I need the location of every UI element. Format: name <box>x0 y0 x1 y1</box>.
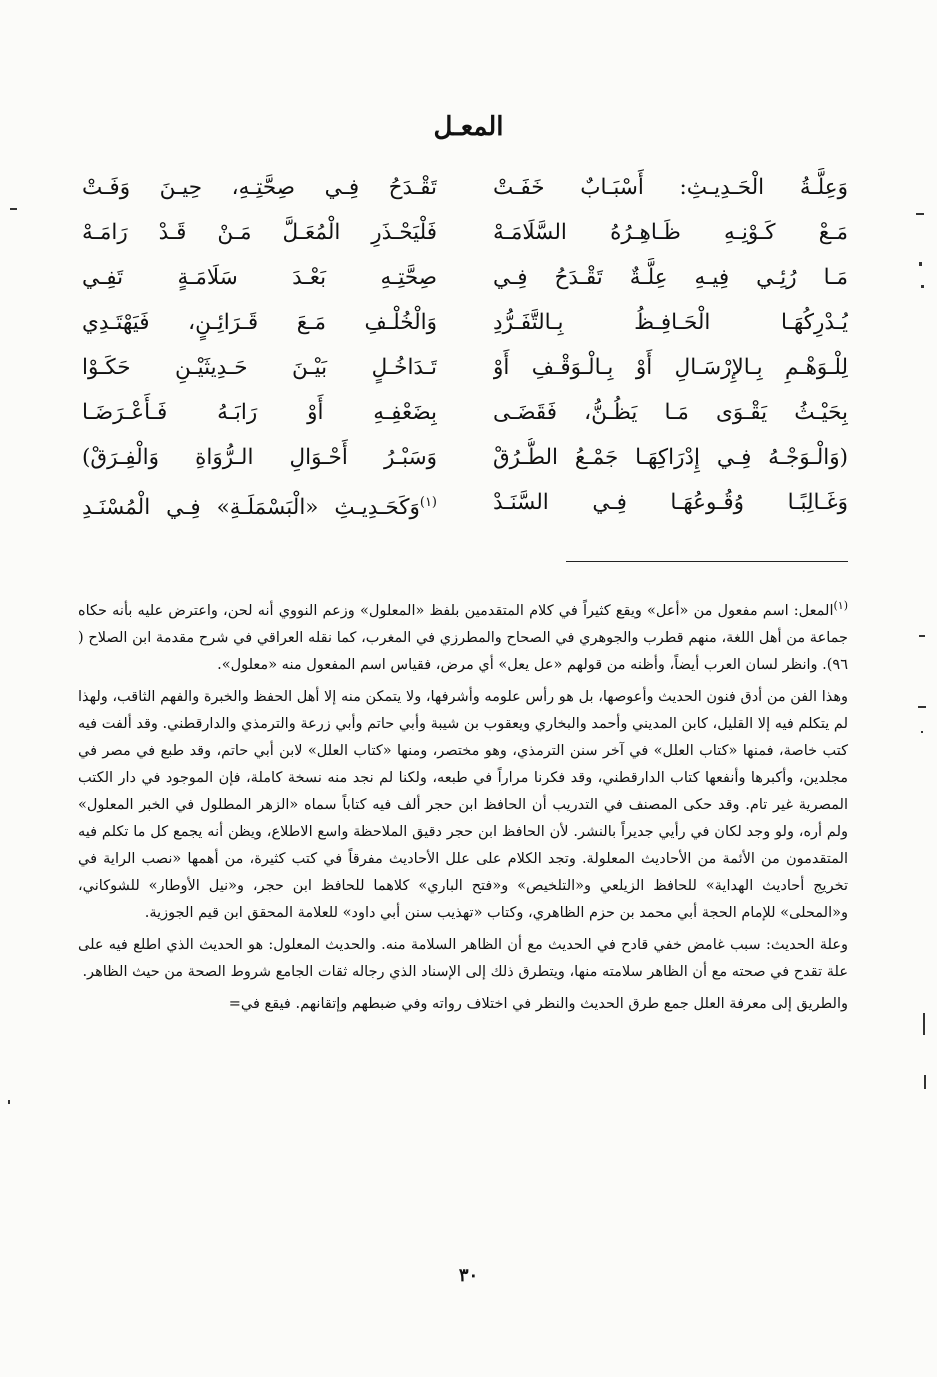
footnote-paragraph: وعلة الحديث: سبب غامض خفي قادح في الحديث مع أن الظاهر السلامة منه. والحديث المعلول: هو الحديث الذي اطلع فيه على علة تقدح في صحته مع أن الظاهر سلامته منها، ويتطرق ذلك إلى الإسناد الذي رجاله ثقات الجامع شروط الصحة من حيث الظاهر. <box>78 936 848 980</box>
first-hemistich: وَغَـالِبًـا وُقُـوعُهَـا فِـي السَّنَـدْ <box>493 490 848 515</box>
page-number: ٣٠ <box>458 1265 479 1286</box>
poem-line <box>60 483 860 527</box>
second-hemistich: تَـدَاخُـلٍ بَيْـنَ حَـدِيثَيْـنِ حَكَـوْا <box>82 355 437 380</box>
margin-mark <box>10 208 17 210</box>
first-hemistich: وَعِلَّـةُ الْحَـدِيـثِ: أَسْبَـابٌ خَفَـتْ <box>493 175 848 200</box>
second-hemistich: وَالْخُلْـفِ مَـعَ قَـرَائِـنٍ، فَيَهْتَـدِي <box>82 310 437 335</box>
poem-line <box>60 348 860 392</box>
hemistich-text: وَكَحَـدِيـثِ «الْبَسْمَلَـةِ» فِـي الْمُسْنَـدِ <box>82 495 420 521</box>
poem-line <box>60 258 860 302</box>
footnote-separator <box>566 561 848 562</box>
margin-mark <box>8 1100 10 1104</box>
first-hemistich: لِلْـوَهْـمِ بِـالإِرْسَـالِ أَوْ بِـالْـوَقْـفِ أَوْ <box>493 355 848 380</box>
poem-line <box>60 213 860 257</box>
second-hemistich: تَقْـدَحُ فِـي صِحَّتِـهِ، حِيـنَ وَفَـتْ <box>82 175 437 200</box>
first-hemistich: مَـعْ كَـوْنِـهِ ظَـاهِـرُهُ السَّلَامَـهْ <box>493 220 848 245</box>
second-hemistich: وَسَبْـرُ أَحْـوَالِ الـرُّوَاةِ وَالْفِـرَقْ) <box>82 445 437 470</box>
footnote-reference: (١) <box>419 495 437 510</box>
footnote-paragraph: وهذا الفن من أدق فنون الحديث وأعوصها، بل هو رأس علومه وأشرفها، ولا يتمكن منه إلا أهل الحفظ والخبرة والفهم الثاقب، ولهذا لم يتكلم فيه إلا القليل، كابن المديني وأحمد والبخاري ويعقوب بن شيبة وأبي حاتم وأبي زرعة والترمذي والدارقطني. وقد ألفت فيه كتب خاصة، فمنها «كتاب العلل» في آخر سنن الترمذي، وهو مختصر، ومنها «كتاب العلل» لابن أبي حاتم، وقد طبع في مصر في مجلدين، وأكبرها وأنفعها كتاب الدارقطني، وقد فكرنا مراراً في طبعه، ولكنا لم نجد منه نسخة كاملة، فإن الموجود في دار الكتب المصرية غير تام. وقد حكى المصنف في التدريب أن الحافظ ابن حجر ألف فيه كتاباً سماه «الزهر المطلول في الخبر المعلول» ولم أره، ولو وجد لكان في رأيي جديراً بالنشر. لأن الحافظ ابن حجر دقيق الملاحظة واسع الاطلاع، ويظن أنه يجمع كل ما تكلم فيه المتقدمون من الأئمة من الأحاديث المعلولة. وتجد الكلام على علل الأحاديث مفرقاً في كتب كثيرة، من أهمها «نصب الراية في تخريج أحاديث الهداية» للحافظ الزيلعي و«التلخيص» و«فتح الباري» كلاهما للحافظ ابن حجر، و«نيل الأوطار» للشوكاني، و«المحلى» للإمام الحجة أبي محمد بن حزم الظاهري، وكتاب «تهذيب سنن أبي داود» للعلامة المحقق ابن قيم الجوزية. <box>78 688 848 921</box>
footnote-text: المعل: اسم مفعول من «أعل» ويقع كثيراً في كلام المتقدمين بلفظ «المعلول» وزعم النووي أنه لحن، واعترض عليه بأنه حكاه جماعة من أهل اللغة، منهم قطرب والجوهري في الصحاح والمطرزي في المغرب، كما نقله العراقي في شرح مقدمة ابن الصلاح ( ٩٦). وانظر لسان العرب أيضاً، وأظنه من قولهم «عل يعل» أي مرض، فقياس اسم المفعول منه «معلول». <box>78 602 848 673</box>
second-hemistich: صِحَّتِـهِ بَعْـدَ سَلَامَـةٍ تَفِـي <box>82 265 437 290</box>
footnote-paragraph: والطريق إلى معرفة العلل جمع طرق الحديث والنظر في اختلاف رواته وفي ضبطهم وإتقانهم. فيقع في= <box>228 995 848 1012</box>
margin-mark <box>921 285 924 288</box>
first-hemistich: مَـا رُئِـي فِيـهِ عِلَّـةٌ تَقْـدَحُ فِـي <box>493 265 848 290</box>
second-hemistich <box>82 483 437 528</box>
poem-line <box>60 168 860 212</box>
second-hemistich: فَلْيَحْـذَرِ الْمُعَـلَّ مَـنْ قَـدْ رَامَـهْ <box>82 220 437 245</box>
poem-block <box>60 168 860 528</box>
page-title: المعـل <box>433 112 504 142</box>
first-hemistich: (وَالْـوَجْـهُ فِـي إِدْرَاكِهَـا جَمْـعُ الطُّـرُقْ <box>493 445 848 470</box>
margin-mark <box>918 706 926 708</box>
poem-line <box>60 303 860 347</box>
margin-mark <box>924 1075 926 1089</box>
footnote-number: (١) <box>833 599 848 612</box>
margin-mark <box>921 731 923 733</box>
poem-line <box>60 393 860 437</box>
footnotes <box>78 592 848 1252</box>
first-hemistich: بِحَيْـثُ يَقْـوَى مَـا يَظُـنُّ، فَقَضَـى <box>493 400 848 425</box>
margin-mark <box>916 213 924 215</box>
poem-line <box>60 438 860 482</box>
margin-mark <box>923 1013 925 1035</box>
second-hemistich: بِضَعْفِـهِ أَوْ رَابَـهُ فَـأَعْـرَضَـا <box>82 400 437 425</box>
footnote-paragraph <box>78 592 848 679</box>
margin-mark <box>919 262 922 266</box>
first-hemistich: يُـدْرِكُهَـا الْحَـافِـظُ بِـالتَّفَـرُّدِ <box>493 310 848 335</box>
margin-mark <box>919 635 925 637</box>
